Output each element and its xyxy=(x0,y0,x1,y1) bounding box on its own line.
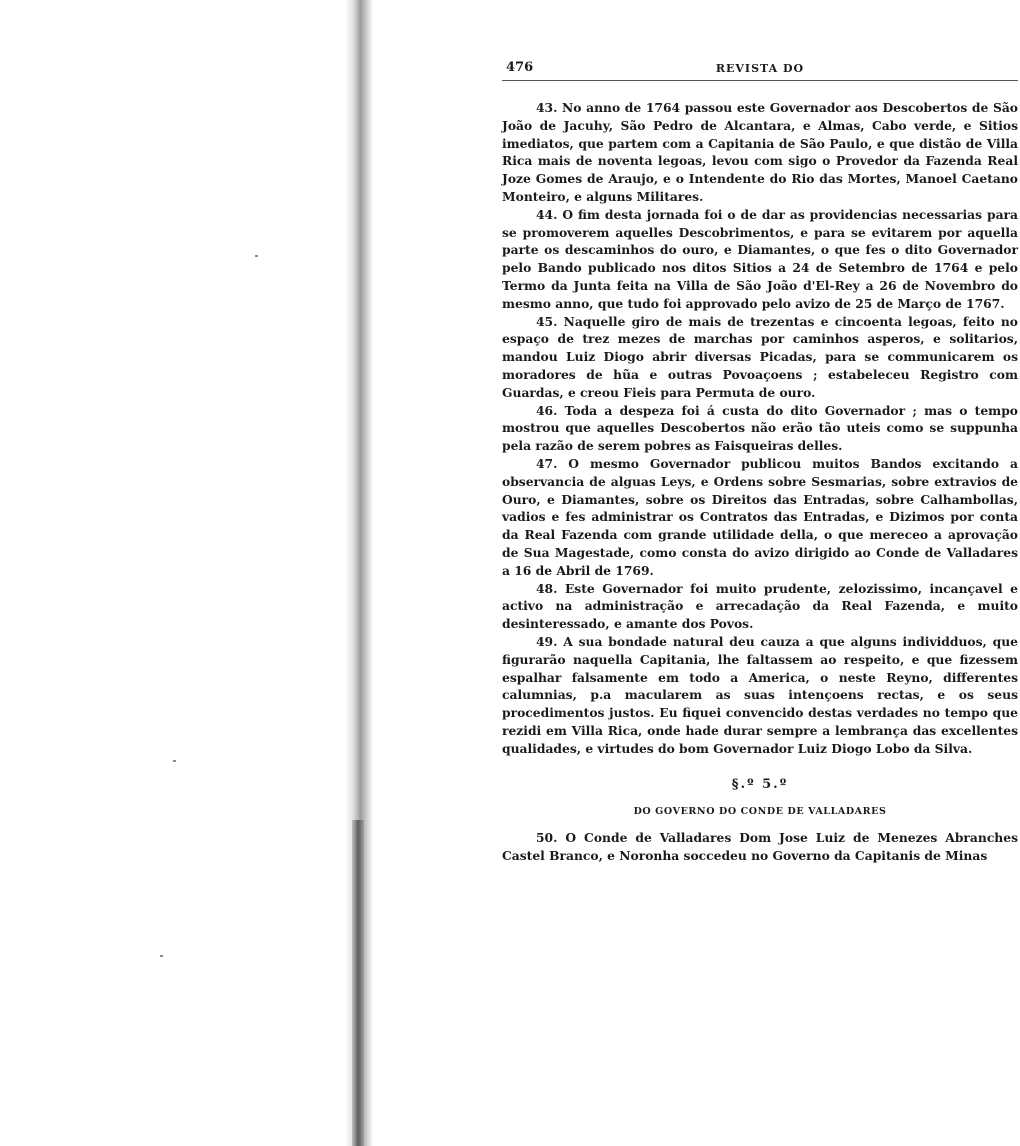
paragraph-48: 48. Este Governador foi muito prudente, zelozissimo, incançavel e activo na administração e arrecadação da Real Fazenda, e muito desinteressado, e amante dos Povos. xyxy=(502,580,1018,632)
scan-speck xyxy=(160,955,163,957)
book-binding-dark-edge xyxy=(352,820,364,1146)
paragraph-49: 49. A sua bondade natural deu cauza a que alguns individduos, que figurarão naquella Capitania, lhe faltassem ao respeito, e que fizessem espalhar falsamente em todo a America, o neste Reyno, differentes calumnias, p.a macularem as suas intençoens rectas, e os seus procedimentos justos. Eu fiquei convencido destas verdades no tempo que rezidi em Villa Rica, onde hade durar sempre a lembrança das excellentes qualidades, e virtudes do bom Governador Luiz Diogo Lobo da Silva. xyxy=(502,633,1018,756)
paragraph-45: 45. Naquelle giro de mais de trezentas e cincoenta legoas, feito no espaço de trez mezes de marchas por caminhos asperos, e solitarios, mandou Luiz Diogo abrir diversas Picadas, para se communicarem os moradores de hũa e outras Povoaçoens ; estabeleceu Registro com Guardas, e creou Fieis para Permuta de ouro. xyxy=(502,313,1018,400)
paragraph-47: 47. O mesmo Governador publicou muitos Bandos excitando a observancia de alguas Leys, e Ordens sobre Sesmarias, sobre extravios de Ouro, e Diamantes, sobre os Direitos das Entradas, sobre Calhambollas, vadios e fes administrar os Contratos das Entradas, e Dizimos por conta da Real Fazenda com grande utilidade della, o que mereceo a aprovação de Sua Magestade, como consta do avizo dirigido ao Conde de Valladares a 16 de Abril de 1769. xyxy=(502,455,1018,578)
paragraph-50: 50. O Conde de Valladares Dom Jose Luiz de Menezes Abranches Castel Branco, e Noronha soccedeu no Governo da Capitanis de Minas xyxy=(502,830,1018,864)
page-number: 476 xyxy=(506,60,534,75)
journal-title: REVISTA DO xyxy=(715,62,805,75)
paragraph-list xyxy=(502,99,1018,757)
running-head xyxy=(502,58,1018,81)
book-page xyxy=(502,58,1018,865)
scan-speck xyxy=(173,760,176,762)
paragraph-46: 46. Toda a despeza foi á custa do dito Governador ; mas o tempo mostrou que aquelles Descobertos não erão tão uteis como se suppunha pela razão de serem pobres as Faisqueiras delles. xyxy=(502,402,1018,454)
paragraph-43: 43. No anno de 1764 passou este Governador aos Descobertos de São João de Jacuhy, São Pedro de Alcantara, e Almas, Cabo verde, e Sitios imediatos, que partem com a Capitania de São Paulo, e que distão de Villa Rica mais de noventa legoas, levou com sigo o Provedor da Fazenda Real Joze Gomes de Araujo, e o Intendente do Rio das Mortes, Manoel Caetano Monteiro, e alguns Militares. xyxy=(502,100,1018,204)
section-mark: §.º 5.º xyxy=(731,777,789,793)
section-title: DO GOVERNO DO CONDE DE VALLADARES xyxy=(633,806,887,818)
paragraph-44: 44. O fim desta jornada foi o de dar as providencias necessarias para se promoverem aquelles Descobrimentos, e para se evitarem por aquella parte os descaminhos do ouro, e Diamantes, o que fes o dito Governador pelo Bando publicado nos ditos Sitios a 24 de Setembro de 1764 e pelo Termo da Junta feita na Villa de São João d'El-Rey a 26 de Novembro do mesmo anno, que tudo foi approvado pelo avizo de 25 de Março de 1767. xyxy=(502,206,1018,311)
scan-speck xyxy=(255,255,258,257)
